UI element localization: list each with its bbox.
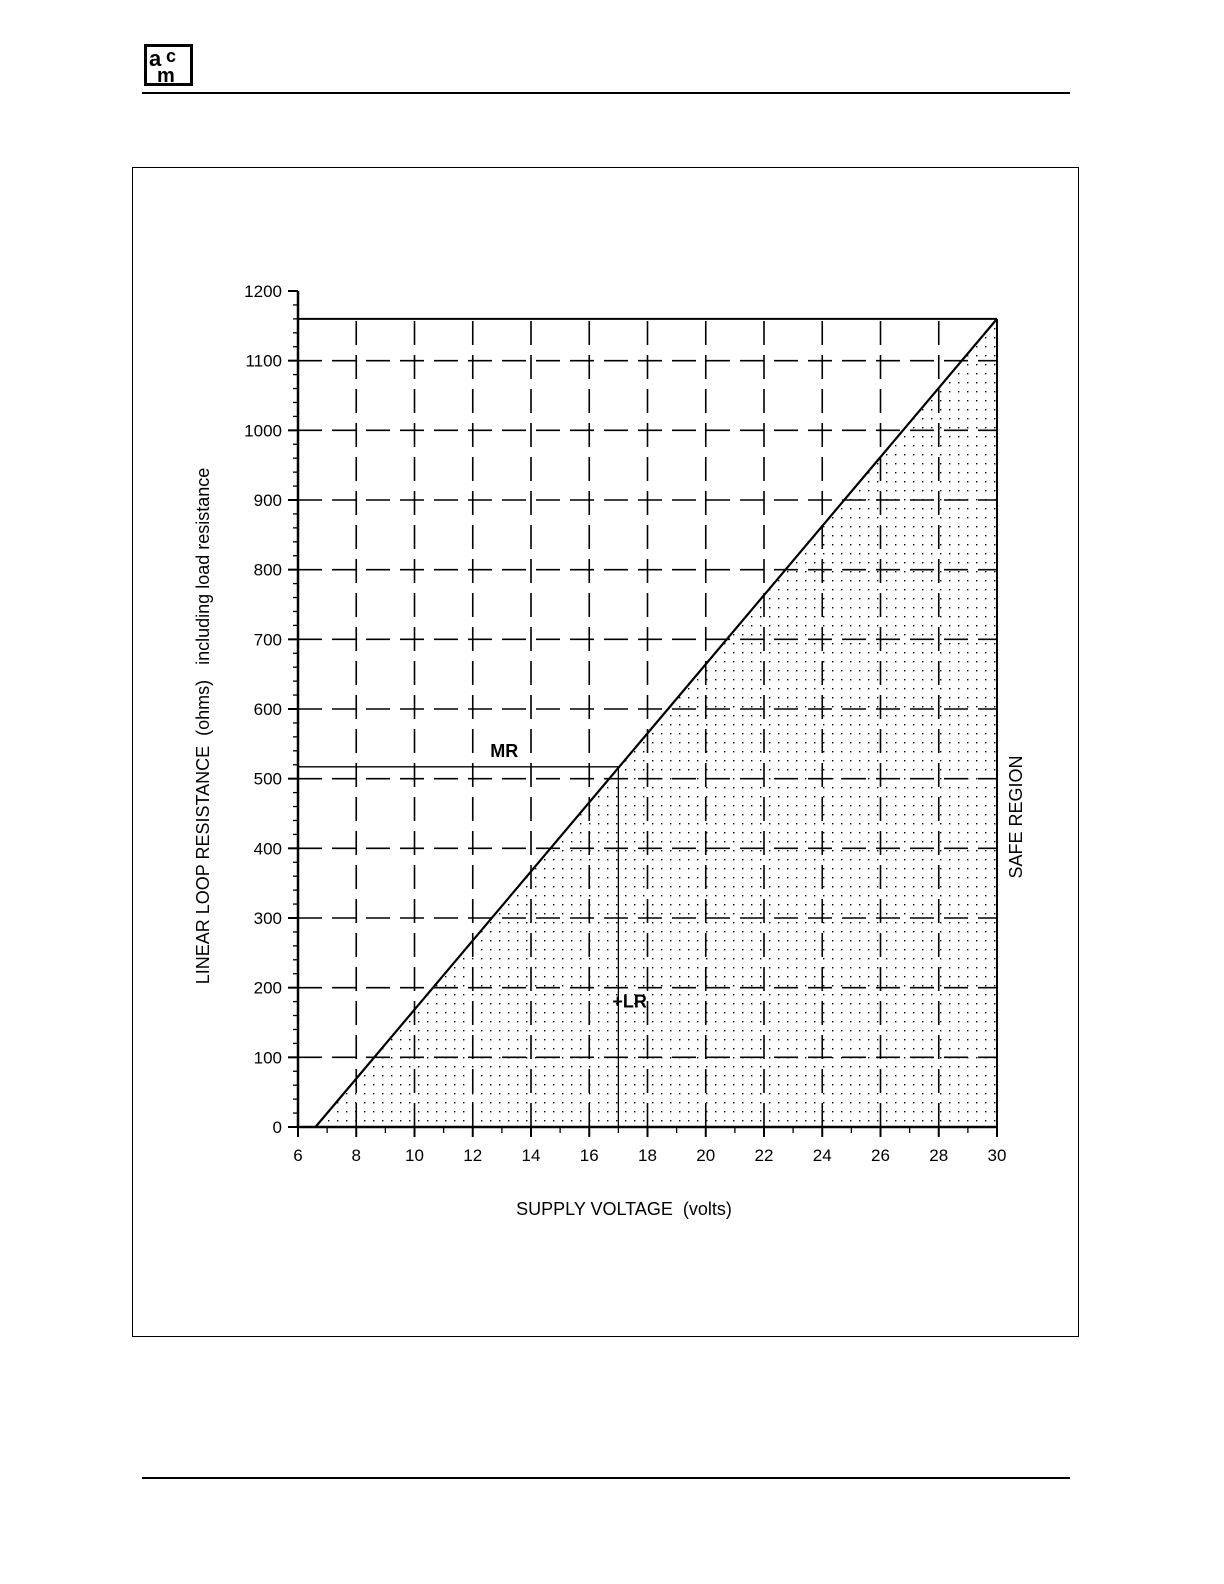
y-tick-label: 500 xyxy=(253,769,282,789)
y-tick-label: 1000 xyxy=(244,421,282,441)
x-tick-label: 20 xyxy=(696,1146,716,1165)
lr-label: +LR xyxy=(612,991,647,1012)
x-tick-label: 8 xyxy=(351,1146,361,1165)
y-tick-label: 200 xyxy=(253,978,282,998)
svg-text:m: m xyxy=(157,65,175,86)
svg-text:c: c xyxy=(166,46,177,66)
x-tick-label: 22 xyxy=(754,1146,774,1165)
y-tick-label: 0 xyxy=(272,1118,282,1137)
y-tick-label: 800 xyxy=(253,560,282,580)
mr-label: MR xyxy=(490,740,519,761)
y-tick-label: 900 xyxy=(253,491,282,510)
safe-region-label: SAFE REGION xyxy=(1006,755,1026,879)
y-tick-label: 600 xyxy=(253,700,282,719)
y-tick-label: 1200 xyxy=(244,282,282,301)
x-tick-label: 12 xyxy=(463,1146,483,1165)
y-tick-label: 400 xyxy=(253,839,282,859)
x-tick-label: 30 xyxy=(987,1146,1007,1165)
y-tick-label: 300 xyxy=(253,909,282,928)
x-tick-label: 24 xyxy=(812,1146,832,1165)
x-tick-label: 6 xyxy=(293,1146,303,1165)
x-tick-label: 18 xyxy=(638,1146,657,1165)
x-tick-label: 26 xyxy=(871,1146,890,1165)
footer-rule xyxy=(142,1477,1070,1479)
y-tick-label: 100 xyxy=(253,1048,282,1068)
y-tick-label: 700 xyxy=(253,630,282,650)
x-tick-label: 10 xyxy=(405,1146,424,1165)
svg-text:a: a xyxy=(149,46,162,71)
x-tick-label: 16 xyxy=(579,1146,599,1165)
x-tick-label: 14 xyxy=(521,1146,541,1165)
x-axis-label: SUPPLY VOLTAGE (volts) xyxy=(516,1199,732,1219)
y-tick-label: 1100 xyxy=(245,351,282,371)
x-tick-label: 28 xyxy=(929,1146,949,1165)
y-axis-label: LINEAR LOOP RESISTANCE (ohms) including load resistance xyxy=(193,467,213,985)
